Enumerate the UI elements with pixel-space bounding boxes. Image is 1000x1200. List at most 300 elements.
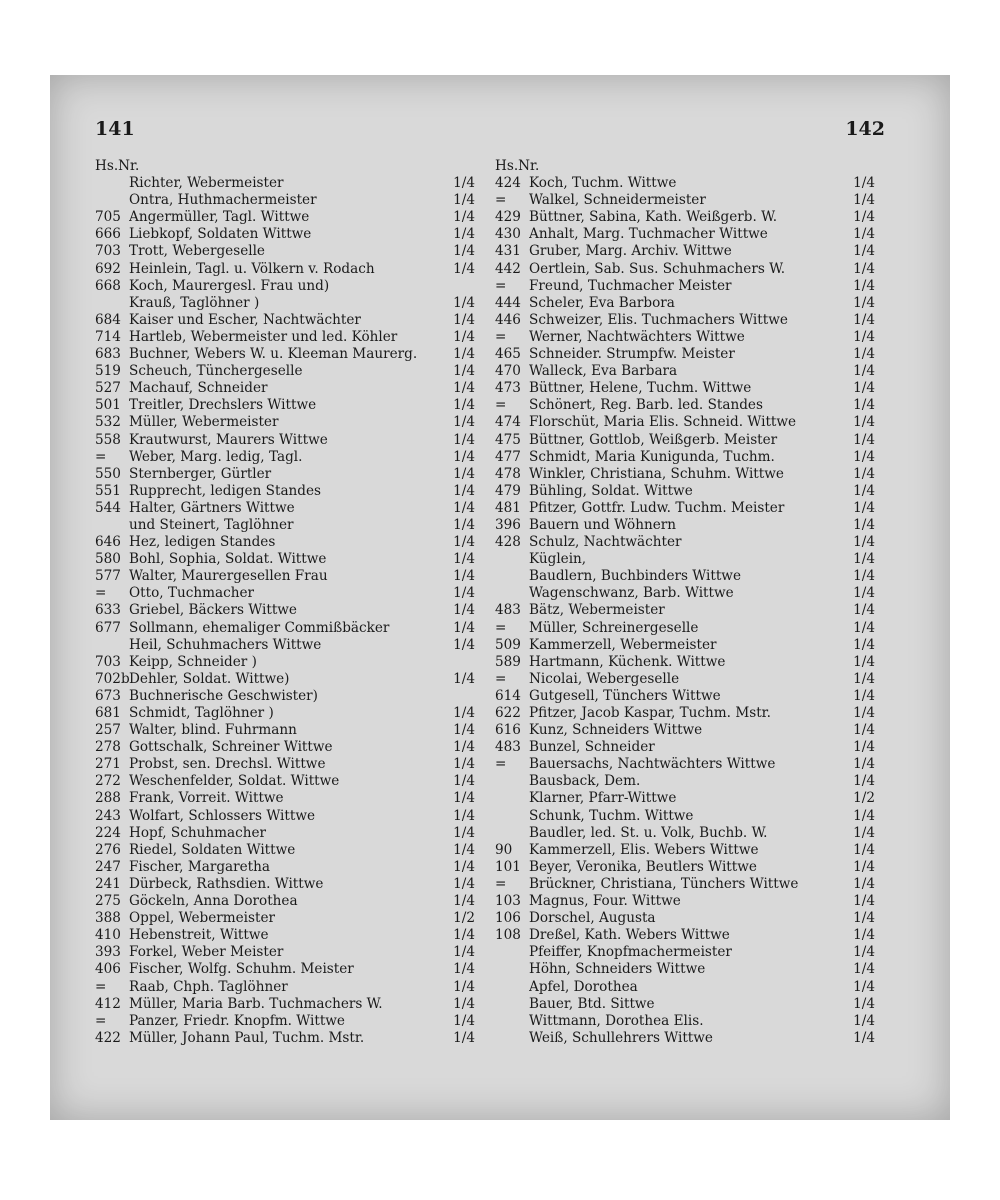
resident-name: Bohl, Sophia, Soldat. Wittwe [129,551,327,568]
house-number: 275 [95,893,121,910]
ledger-row [495,414,875,431]
house-number: 544 [95,499,121,516]
ledger-row [495,944,875,961]
house-number: 558 [95,431,121,448]
ledger-row [95,295,475,312]
amount: 1/4 [453,585,475,602]
ledger-row [95,551,475,568]
resident-name: Koch, Tuchm. Wittwe [529,175,677,192]
resident-name: Kaiser und Escher, Nachtwächter [129,311,361,328]
ledger-row [95,859,475,876]
amount: 1/4 [853,534,875,551]
ledger-row [495,261,875,278]
amount: 1/4 [453,175,475,192]
amount: 1/4 [453,243,475,260]
house-number: 479 [495,482,521,499]
resident-name: Halter, Gärtners Wittwe [129,499,295,516]
amount: 1/4 [453,893,475,910]
ledger-row [495,432,875,449]
house-number [95,637,129,654]
ledger-row [495,996,875,1013]
resident-name: Richter, Webermeister [129,175,284,192]
amount: 1/2 [453,910,475,927]
house-number [495,944,529,961]
house-number: 271 [95,756,121,773]
amount: 1/4 [453,705,475,721]
house-number: 622 [495,705,521,721]
resident-name: Weschenfelder, Soldat. Wittwe [129,773,340,790]
right-column [495,158,875,1047]
ledger-row [495,397,875,414]
ledger-row [495,756,875,773]
amount: 1/4 [853,277,875,294]
house-number: 683 [95,346,121,363]
ledger-row [495,927,875,944]
resident-name: Müller, Johann Paul, Tuchm. Mstr. [129,1029,365,1046]
house-number [95,192,129,209]
resident-name: Kunz, Schneiders Wittwe [529,722,703,739]
house-number: = [495,277,507,294]
amount: 1/4 [853,893,875,910]
ledger-row [95,722,475,739]
resident-name: Schmidt, Taglöhner ) [129,705,274,721]
amount: 1/4 [853,619,875,636]
house-number: 668 [95,277,121,294]
ledger-row [495,790,875,807]
amount [437,654,475,671]
ledger-row [95,688,475,705]
amount: 1/4 [853,328,875,345]
resident-name: Pfitzer, Jacob Kaspar, Tuchm. Mstr. [529,705,771,721]
resident-name: Bauern und Wöhnern [529,516,677,533]
house-number: 551 [95,482,121,499]
amount: 1/4 [453,619,475,636]
house-number: = [495,756,507,773]
house-number: 677 [95,619,121,636]
house-number: = [495,670,507,687]
ledger-row [495,517,875,534]
amount: 1/4 [453,448,475,465]
resident-name: Bausback, Dem. [529,773,641,790]
resident-name: Hopf, Schuhmacher [129,824,267,841]
ledger-row [495,312,875,329]
ledger-row [95,1030,475,1047]
amount: 1/4 [453,670,475,687]
ledger-row [495,226,875,243]
resident-name: Klarner, Pfarr-Wittwe [529,790,677,807]
resident-name: Heinlein, Tagl. u. Völkern v. Rodach [129,260,375,277]
house-number: 681 [95,705,121,721]
ledger-row [95,449,475,466]
resident-name: Wittmann, Dorothea Elis. [529,1012,704,1029]
ledger-row [95,380,475,397]
ledger-row [95,620,475,637]
ledger-row [95,790,475,807]
ledger-row [495,825,875,842]
house-number: 470 [495,363,521,380]
amount: 1/4 [453,602,475,619]
amount: 1/4 [453,226,475,243]
resident-name: Dürbeck, Rathsdien. Wittwe [129,875,324,892]
amount: 1/4 [853,653,875,670]
house-number: 444 [495,294,521,311]
amount: 1/4 [853,705,875,721]
house-number [495,808,529,825]
amount: 1/4 [853,260,875,277]
resident-name: Hebenstreit, Wittwe [129,927,269,944]
resident-name: Scheler, Eva Barbora [529,294,675,311]
ledger-row [95,637,475,654]
ledger-row [495,979,875,996]
resident-name: Müller, Webermeister [129,414,279,431]
house-number: 410 [95,927,121,944]
amount: 1/4 [853,602,875,619]
house-number [495,568,529,585]
ledger-row [495,278,875,295]
ledger-row [95,363,475,380]
house-number: 527 [95,380,121,397]
resident-name: Baudler, led. St. u. Volk, Buchb. W. [529,824,768,841]
house-number [495,773,529,790]
house-number [495,1030,529,1047]
resident-name: Walleck, Eva Barbara [529,363,678,380]
house-number: 519 [95,363,121,380]
ledger-row [95,773,475,790]
amount: 1/4 [853,363,875,380]
ledger-row [95,414,475,431]
ledger-row [95,671,475,688]
house-number: 465 [495,346,521,363]
house-number: 272 [95,773,121,790]
ledger-row [495,243,875,260]
ledger-row [95,705,475,722]
amount: 1/4 [853,722,875,739]
resident-name: Raab, Chph. Taglöhner [129,978,288,995]
amount: 1/4 [853,773,875,790]
ledger-row [95,278,475,295]
ledger-row [495,568,875,585]
resident-name: Büttner, Helene, Tuchm. Wittwe [529,380,752,397]
amount: 1/4 [853,465,875,482]
amount: 1/4 [853,192,875,209]
amount: 1/4 [453,346,475,363]
house-number: = [495,328,507,345]
house-number: = [95,1012,107,1029]
resident-name: Buchner, Webers W. u. Kleeman Maurerg. [129,346,418,363]
house-number: 424 [495,175,521,192]
house-number [495,979,529,996]
amount: 1/4 [453,739,475,756]
amount: 1/4 [453,397,475,414]
column-header: Hs.Nr. [95,158,140,174]
house-number: 276 [95,841,121,858]
amount: 1/4 [853,499,875,516]
ledger-row [95,517,475,534]
house-number: = [495,192,507,209]
ledger-row [495,551,875,568]
house-number: = [95,448,107,465]
ledger-row [495,739,875,756]
amount: 1/4 [453,328,475,345]
resident-name: Hartleb, Webermeister und led. Köhler [129,328,398,345]
resident-name: Bauersachs, Nachtwächters Wittwe [529,756,776,773]
amount: 1/4 [853,585,875,602]
house-number: 422 [95,1029,121,1046]
resident-name: Walter, Maurergesellen Frau [129,568,328,585]
resident-name: Winkler, Christiana, Schuhm. Wittwe [529,465,784,482]
house-number: 478 [495,465,521,482]
resident-name: Weber, Marg. ledig, Tagl. [129,448,303,465]
amount: 1/4 [853,294,875,311]
resident-name: Büttner, Sabina, Kath. Weißgerb. W. [529,209,778,226]
ledger-row [495,602,875,619]
amount: 1/4 [453,414,475,431]
ledger-row [95,756,475,773]
house-number: 580 [95,551,121,568]
ledger-row [95,466,475,483]
house-number: 90 [495,841,513,858]
amount: 1/4 [453,858,475,875]
resident-name: Scheuch, Tünchergeselle [129,363,303,380]
amount: 1/4 [453,841,475,858]
resident-name: Küglein, [529,551,587,568]
ledger-row [495,961,875,978]
resident-name: Angermüller, Tagl. Wittwe [129,209,310,226]
resident-name: Gutgesell, Tünchers Wittwe [529,687,721,704]
resident-name: Schulz, Nachtwächter [529,534,682,551]
resident-name: Oertlein, Sab. Sus. Schuhmachers W. [529,260,786,277]
resident-name: Koch, Maurergesl. Frau und) [129,277,330,294]
ledger-row [495,671,875,688]
ledger-row [95,209,475,226]
ledger-row [95,500,475,517]
amount: 1/4 [853,670,875,687]
page-number-left: 141 [95,118,135,140]
ledger-row [495,722,875,739]
house-number: 483 [495,602,521,619]
ledger-row [495,1030,875,1047]
resident-name: Walter, blind. Fuhrmann [129,722,297,739]
ledger-row [95,654,475,671]
amount: 1/4 [853,944,875,961]
ledger-row [95,346,475,363]
ledger-row [95,808,475,825]
amount: 1/4 [453,465,475,482]
ledger-row [495,175,875,192]
house-number: 509 [495,636,521,653]
house-number: 442 [495,260,521,277]
house-number: = [495,875,507,892]
amount: 1/4 [453,311,475,328]
house-number [495,1013,529,1030]
amount: 1/4 [853,636,875,653]
house-number: 577 [95,568,121,585]
ledger-row [95,739,475,756]
amount: 1/4 [853,380,875,397]
amount: 1/4 [453,636,475,653]
amount: 1/4 [453,1029,475,1046]
resident-name: Otto, Tuchmacher [129,585,254,602]
house-number: 108 [495,927,521,944]
amount: 1/4 [453,875,475,892]
ledger-row [95,996,475,1013]
ledger-row [495,500,875,517]
ledger-row [95,397,475,414]
house-number: 101 [495,858,521,875]
resident-name: Forkel, Weber Meister [129,944,284,961]
amount: 1/2 [853,790,875,807]
house-number: 501 [95,397,121,414]
resident-name: Griebel, Bäckers Wittwe [129,602,297,619]
house-number: 483 [495,739,521,756]
resident-name: Pfitzer, Gottfr. Ludw. Tuchm. Meister [529,499,785,516]
resident-name: Magnus, Four. Wittwe [529,893,681,910]
amount: 1/4 [453,260,475,277]
house-number: 431 [495,243,521,260]
house-number: 714 [95,328,121,345]
resident-name: Buchnerische Geschwister) [129,687,318,704]
house-number: 247 [95,858,121,875]
ledger-row [495,380,875,397]
resident-name: Wolfart, Schlossers Wittwe [129,807,316,824]
amount: 1/4 [453,568,475,585]
resident-name: Dorschel, Augusta [529,910,656,927]
resident-name: Bätz, Webermeister [529,602,665,619]
house-number [495,585,529,602]
amount: 1/4 [453,516,475,533]
resident-name: Probst, sen. Drechsl. Wittwe [129,756,326,773]
resident-name: Apfel, Dorothea [529,978,638,995]
house-number: 243 [95,807,121,824]
house-number: 406 [95,961,121,978]
resident-name: Sternberger, Gürtler [129,465,272,482]
ledger-row [495,346,875,363]
resident-name: Frank, Vorreit. Wittwe [129,790,284,807]
ledger-row [95,944,475,961]
house-number [495,825,529,842]
resident-name: Bauer, Btd. Sittwe [529,995,655,1012]
amount: 1/4 [853,397,875,414]
house-number: 288 [95,790,121,807]
resident-name: Wagenschwanz, Barb. Wittwe [529,585,734,602]
resident-name: Werner, Nachtwächters Wittwe [529,328,745,345]
resident-name: Freund, Tuchmacher Meister [529,277,732,294]
ledger-row [95,192,475,209]
resident-name: und Steinert, Taglöhner [129,516,294,533]
resident-name: Bühling, Soldat. Wittwe [529,482,693,499]
house-number: 589 [495,653,521,670]
house-number: 477 [495,448,521,465]
amount: 1/4 [853,1012,875,1029]
house-number: 532 [95,414,121,431]
resident-name: Heil, Schuhmachers Wittwe [129,636,322,653]
ledger-row [495,192,875,209]
ledger-row [495,637,875,654]
house-number [495,961,529,978]
resident-name: Rupprecht, ledigen Standes [129,482,322,499]
amount: 1/4 [453,722,475,739]
amount: 1/4 [853,346,875,363]
resident-name: Pfeiffer, Knopfmachermeister [529,944,732,961]
ledger-row [495,705,875,722]
amount: 1/4 [853,841,875,858]
amount: 1/4 [453,807,475,824]
house-number [95,175,129,192]
amount: 1/4 [453,927,475,944]
resident-name: Dreßel, Kath. Webers Wittwe [529,927,730,944]
house-number: 702b [95,670,130,687]
ledger-row [95,825,475,842]
resident-name: Panzer, Friedr. Knopfm. Wittwe [129,1012,345,1029]
ledger-row [95,1013,475,1030]
resident-name: Schönert, Reg. Barb. led. Standes [529,397,763,414]
amount: 1/4 [453,209,475,226]
ledger-row [495,620,875,637]
amount: 1/4 [853,875,875,892]
amount: 1/4 [453,824,475,841]
amount: 1/4 [853,482,875,499]
ledger-row [495,534,875,551]
ledger-row [495,1013,875,1030]
resident-name: Florschüt, Maria Elis. Schneid. Wittwe [529,414,797,431]
house-number: 396 [495,516,521,533]
house-number [495,551,529,568]
amount: 1/4 [853,961,875,978]
house-number [95,517,129,534]
amount: 1/4 [853,414,875,431]
house-number: 481 [495,499,521,516]
house-number: 705 [95,209,121,226]
house-number: 473 [495,380,521,397]
ledger-row [495,808,875,825]
resident-name: Schmidt, Maria Kunigunda, Tuchm. [529,448,775,465]
resident-name: Ontra, Huthmachermeister [129,192,317,209]
house-number: 278 [95,739,121,756]
amount: 1/4 [453,551,475,568]
amount: 1/4 [453,431,475,448]
ledger-row [495,654,875,671]
resident-name: Riedel, Soldaten Wittwe [129,841,296,858]
resident-name: Krautwurst, Maurers Wittwe [129,431,328,448]
ledger-row [95,876,475,893]
house-number: = [95,585,107,602]
house-number: 703 [95,653,121,670]
ledger-row [95,226,475,243]
house-number [95,295,129,312]
resident-name: Büttner, Gottlob, Weißgerb. Meister [529,431,778,448]
resident-name: Anhalt, Marg. Tuchmacher Wittwe [529,226,768,243]
resident-name: Hartmann, Küchenk. Wittwe [529,653,726,670]
ledger-row [95,261,475,278]
ledger-row [95,175,475,192]
house-number: 446 [495,311,521,328]
house-number: 673 [95,687,121,704]
amount: 1/4 [853,551,875,568]
amount: 1/4 [453,756,475,773]
resident-name: Müller, Maria Barb. Tuchmachers W. [129,995,383,1012]
amount: 1/4 [453,773,475,790]
amount: 1/4 [853,824,875,841]
house-number: 106 [495,910,521,927]
resident-name: Göckeln, Anna Dorothea [129,893,298,910]
resident-name: Dehler, Soldat. Wittwe) [129,670,290,687]
amount: 1/4 [453,790,475,807]
amount: 1/4 [853,927,875,944]
amount: 1/4 [853,739,875,756]
ledger-row [495,876,875,893]
amount: 1/4 [853,568,875,585]
resident-name: Gruber, Marg. Archiv. Wittwe [529,243,732,260]
